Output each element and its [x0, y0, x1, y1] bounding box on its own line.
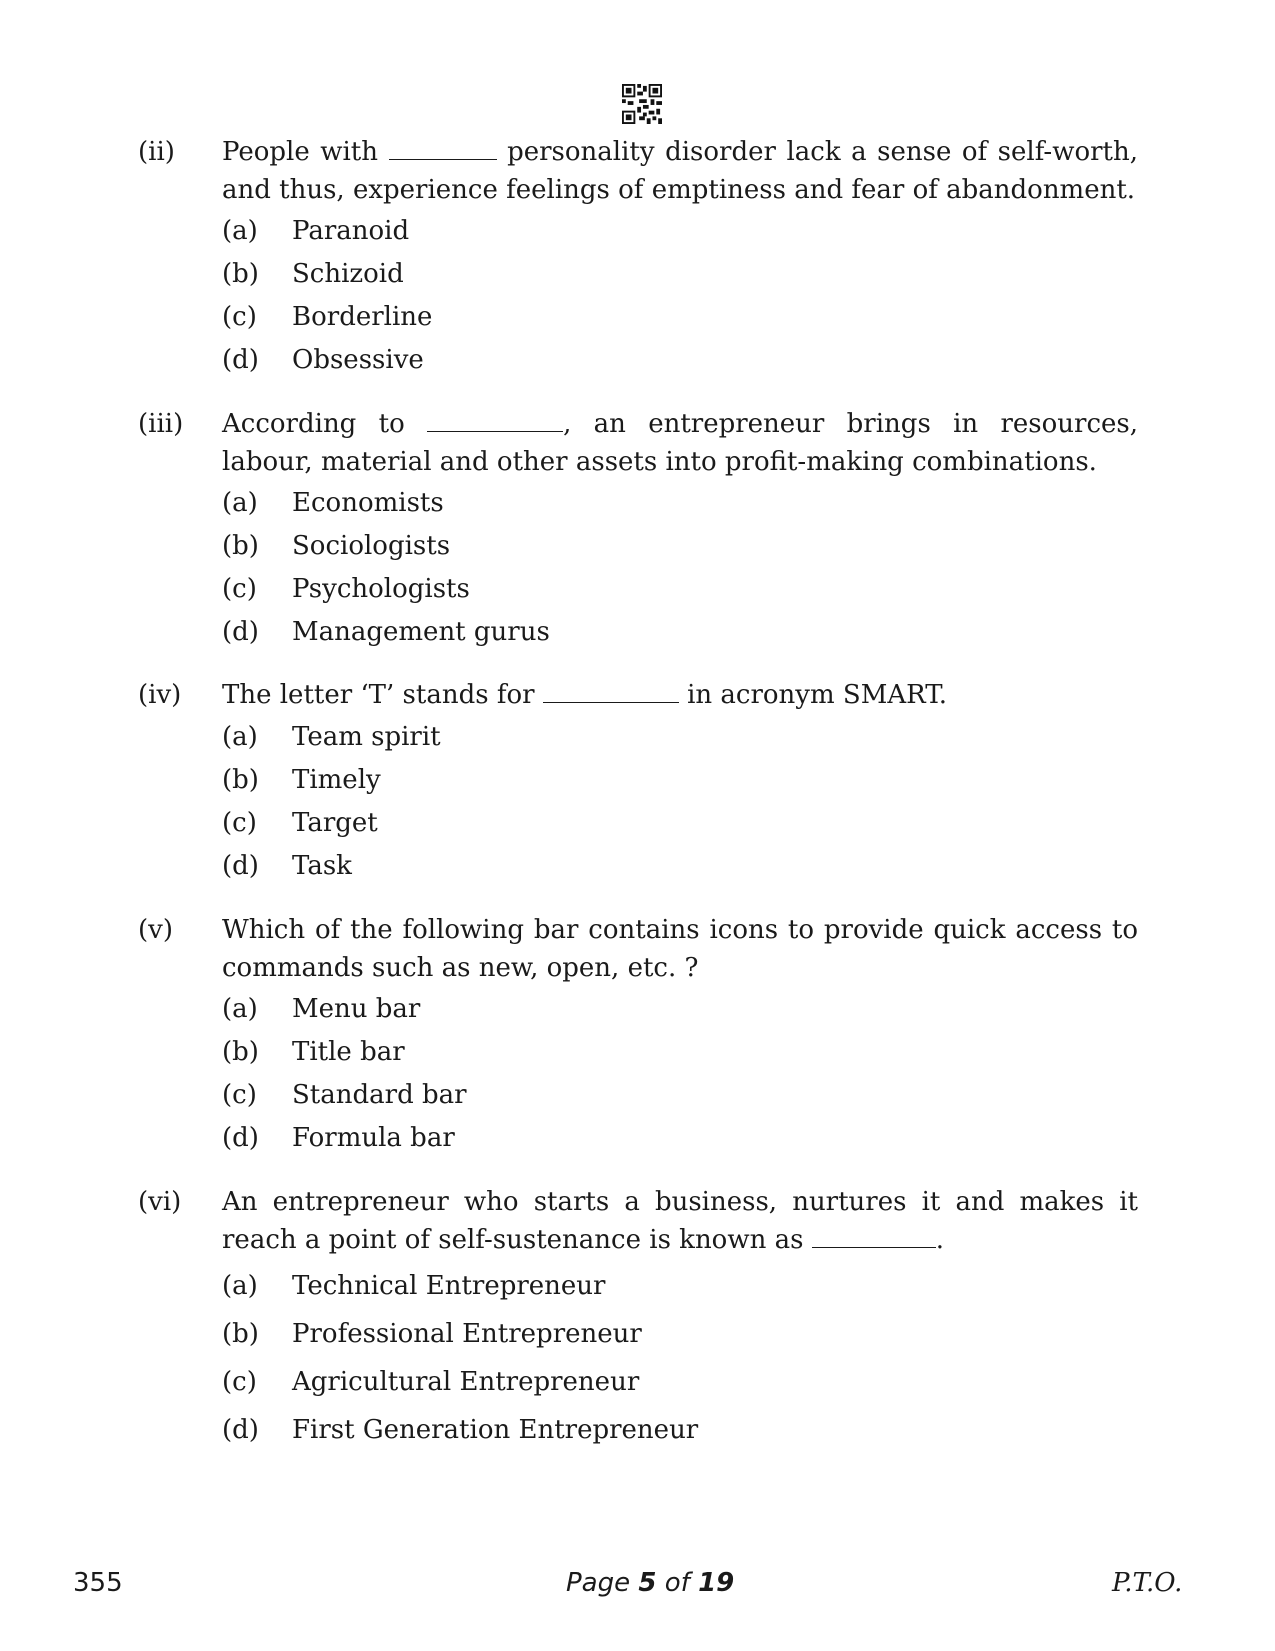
option-label: (b) — [222, 765, 259, 795]
option-label: (a) — [222, 722, 258, 752]
option — [222, 484, 444, 522]
option — [222, 761, 381, 799]
fill-blank — [389, 135, 497, 160]
option-label: (c) — [222, 574, 257, 604]
option-label: (c) — [222, 1367, 257, 1397]
option — [222, 1119, 455, 1157]
option — [222, 341, 424, 379]
page-current: 5 — [638, 1568, 657, 1598]
question-number: (iv) — [138, 680, 182, 710]
option — [222, 804, 378, 842]
option — [222, 1315, 642, 1353]
pto-label: P.T.O. — [1112, 1568, 1183, 1598]
option-label: (a) — [222, 216, 258, 246]
option-label: (b) — [222, 1037, 259, 1067]
option-label: (b) — [222, 1319, 259, 1349]
option-label: (b) — [222, 259, 259, 289]
option — [222, 527, 450, 565]
option — [222, 990, 420, 1028]
option-text: Title bar — [292, 1037, 405, 1067]
option-text: Professional Entrepreneur — [292, 1319, 642, 1349]
question-text — [222, 405, 1138, 481]
option-text: Paranoid — [292, 216, 410, 246]
question-text-part: According to — [222, 409, 405, 439]
question-number: (ii) — [138, 137, 175, 167]
qr-code-icon — [622, 84, 662, 124]
question-text-part: People with — [222, 137, 379, 167]
question-text-part: in acronym SMART. — [687, 680, 948, 710]
option — [222, 255, 404, 293]
option-label: (d) — [222, 851, 259, 881]
option-text: Menu bar — [292, 994, 421, 1024]
option-label: (c) — [222, 808, 257, 838]
option-label: (a) — [222, 1271, 258, 1301]
option — [222, 298, 432, 336]
option-label: (c) — [222, 1080, 257, 1110]
option — [222, 1076, 467, 1114]
option — [222, 1411, 698, 1449]
option-label: (d) — [222, 1415, 259, 1445]
question-text-part: An entrepreneur who starts a business, nurtures it and makes it reach a point of self-sustenance is known as — [222, 1187, 1138, 1255]
option-label: (d) — [222, 617, 259, 647]
page-prefix: Page — [566, 1568, 631, 1598]
page-of: of — [664, 1568, 690, 1598]
option-label: (d) — [222, 1123, 259, 1153]
option-label: (c) — [222, 302, 257, 332]
option-text: Management gurus — [292, 617, 550, 647]
question-text — [222, 1183, 1138, 1259]
option-label: (d) — [222, 345, 259, 375]
option-text: Sociologists — [292, 531, 451, 561]
page-total: 19 — [698, 1568, 735, 1598]
page-number — [566, 1568, 734, 1598]
paper-code: 355 — [73, 1568, 123, 1598]
option-text: Psychologists — [292, 574, 470, 604]
option — [222, 847, 352, 885]
question-number: (iii) — [138, 409, 184, 439]
question-text-part: . — [935, 1225, 944, 1255]
option-text: Target — [292, 808, 378, 838]
option-text: Obsessive — [292, 345, 424, 375]
option — [222, 1267, 605, 1305]
option-text: Formula bar — [292, 1123, 455, 1153]
option — [222, 212, 409, 250]
question-number: (vi) — [138, 1187, 182, 1217]
option-text: Schizoid — [292, 259, 404, 289]
question-text-part: , an entrepreneur brings in resources, labour, material and other assets into profit-making combinations. — [222, 409, 1139, 477]
question-text — [222, 676, 1138, 714]
option — [222, 1363, 639, 1401]
option — [222, 718, 441, 756]
option — [222, 1033, 405, 1071]
option-label: (a) — [222, 994, 258, 1024]
question-text-part: personality disorder lack a sense of self-worth, and thus, experience feelings of emptiness and fear of abandonment. — [222, 137, 1138, 205]
option-text: Agricultural Entrepreneur — [292, 1367, 640, 1397]
option-text: Task — [292, 851, 352, 881]
option — [222, 570, 470, 608]
option-text: Standard bar — [292, 1080, 467, 1110]
fill-blank — [427, 407, 563, 432]
option-text: Borderline — [292, 302, 433, 332]
option-text: Economists — [292, 488, 444, 518]
option-text: Technical Entrepreneur — [292, 1271, 606, 1301]
option-text: First Generation Entrepreneur — [292, 1415, 699, 1445]
question-number: (v) — [138, 915, 173, 945]
option — [222, 613, 550, 651]
fill-blank — [543, 678, 679, 703]
question-text-part: The letter ‘T’ stands for — [222, 680, 535, 710]
question-text — [222, 133, 1138, 209]
option-label: (b) — [222, 531, 259, 561]
option-label: (a) — [222, 488, 258, 518]
fill-blank — [812, 1223, 936, 1248]
option-text: Team spirit — [292, 722, 441, 752]
option-text: Timely — [292, 765, 381, 795]
question-text: Which of the following bar contains icons to provide quick access to commands such as new, open, etc. ? — [222, 915, 1138, 983]
